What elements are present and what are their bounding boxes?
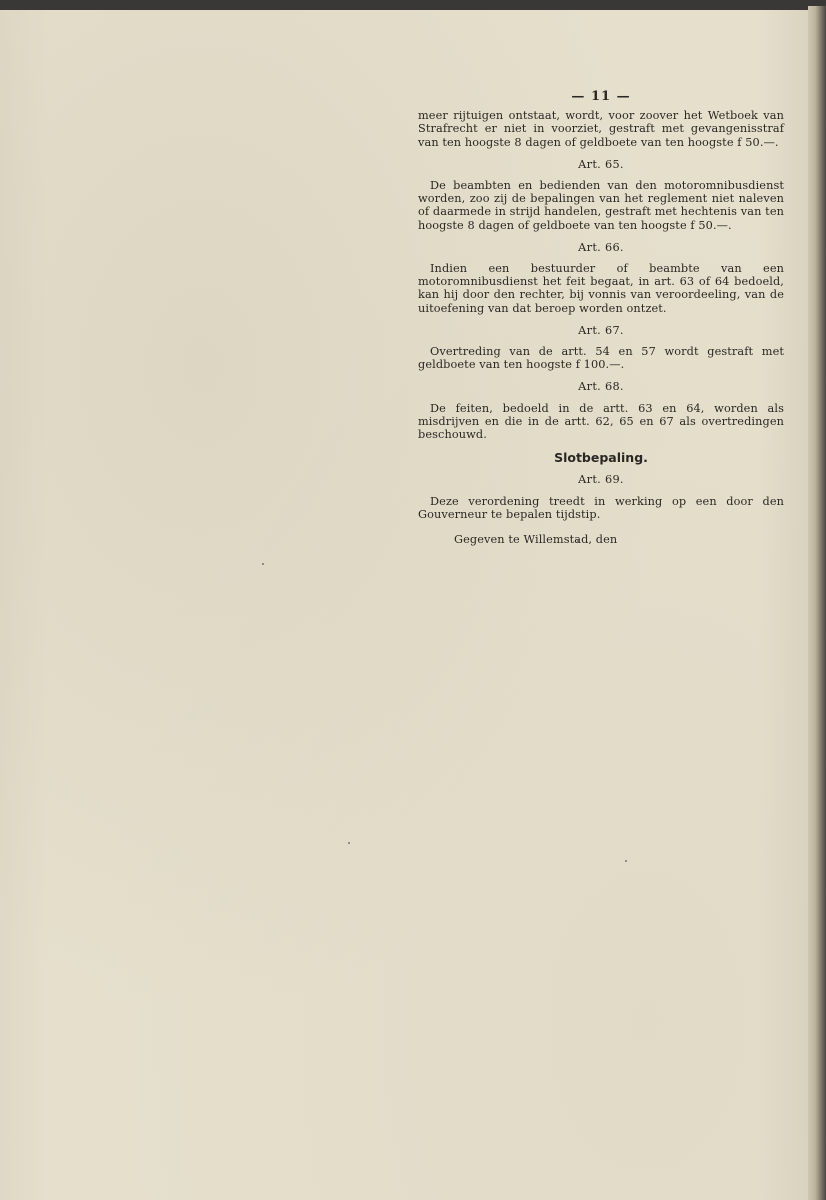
paper-speck — [625, 860, 627, 862]
article-66-heading: Art. 66. — [578, 240, 624, 254]
article-68-text: De feiten, bedoeld in de artt. 63 en 64, worden als misdrijven en die in de artt. 62, 65 en 67 als overtredingen beschouwd. — [418, 401, 784, 442]
intro-paragraph: meer rijtuigen ontstaat, wordt, voor zoover het Wetboek van Strafrecht er niet in voorziet, gestraft met gevangenisstraf van ten hoogste 8 dagen of geldboete van ten hoogste f 50.—. — [418, 109, 784, 149]
article-66-text: Indien een bestuurder of beambte van een motoromnibusdienst het feit begaat, in art. 63 of 64 bedoeld, kan hij door den rechter, bij vonnis van veroordeeling, van de uitoefening van dat beroep worden ontzet. — [418, 262, 784, 315]
paper-speck — [262, 563, 264, 565]
article-69-text: Deze verordening treedt in werking op een door den Gouverneur te bepalen tijdstip. — [418, 494, 784, 521]
article-69-heading: Art. 69. — [578, 473, 624, 487]
article-68-heading: Art. 68. — [578, 380, 624, 394]
section-heading-slotbepaling: Slotbepaling. — [554, 450, 648, 466]
signoff-line: Gegeven te Willemstad, den — [454, 533, 618, 547]
article-65-text: De beambten en bedienden van den motoromnibusdienst worden, zoo zij de bepalingen van het reglement niet naleven of daarmede in strijd handelen, gestraft met hechtenis van ten hoogste 8 dagen of geldboete van ten hoogste f 50.—. — [418, 179, 784, 232]
article-67-heading: Art. 67. — [578, 323, 624, 337]
article-67-text: Overtreding van de artt. 54 en 57 wordt gestraft met geldboete van ten hoogste f 100.—. — [418, 345, 784, 372]
paper-speck — [348, 842, 350, 844]
paper-edge — [808, 6, 826, 1200]
article-65-heading: Art. 65. — [578, 157, 624, 171]
page-number: — 11 — — [571, 89, 631, 104]
document-text-column — [418, 90, 784, 546]
